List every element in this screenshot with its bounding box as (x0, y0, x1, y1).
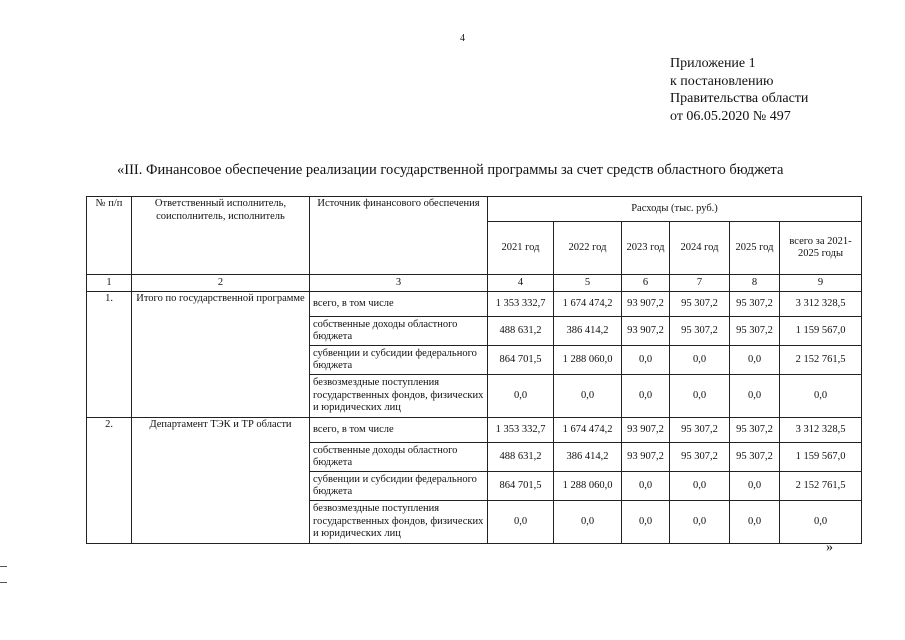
header-year: 2024 год (670, 222, 730, 275)
value-cell: 0,0 (670, 501, 730, 544)
value-cell: 95 307,2 (730, 443, 780, 472)
column-number: 1 (87, 275, 132, 292)
table-row (87, 292, 862, 317)
header-num: № п/п (87, 197, 132, 275)
column-number: 3 (310, 275, 488, 292)
value-cell: 0,0 (670, 375, 730, 418)
value-cell: 1 353 332,7 (488, 418, 554, 443)
page-number: 4 (460, 33, 465, 44)
header-year: 2023 год (622, 222, 670, 275)
value-cell: 0,0 (488, 501, 554, 544)
column-number: 5 (554, 275, 622, 292)
row-number: 1. (87, 292, 132, 418)
value-cell: 1 353 332,7 (488, 292, 554, 317)
value-cell: 2 152 761,5 (780, 472, 862, 501)
value-cell: 93 907,2 (622, 317, 670, 346)
value-cell: 95 307,2 (670, 443, 730, 472)
appendix-line: от 06.05.2020 № 497 (670, 108, 791, 124)
row-source: всего, в том числе (310, 418, 488, 443)
header-year: 2022 год (554, 222, 622, 275)
value-cell: 1 159 567,0 (780, 443, 862, 472)
value-cell: 488 631,2 (488, 443, 554, 472)
margin-mark (0, 582, 7, 583)
value-cell: 864 701,5 (488, 346, 554, 375)
column-number: 2 (132, 275, 310, 292)
value-cell: 3 312 328,5 (780, 418, 862, 443)
header-total-years: всего за 2021-2025 годы (780, 222, 862, 275)
value-cell: 95 307,2 (730, 292, 780, 317)
value-cell: 1 288 060,0 (554, 472, 622, 501)
value-cell: 0,0 (554, 501, 622, 544)
value-cell: 0,0 (780, 375, 862, 418)
column-number: 6 (622, 275, 670, 292)
row-source: безвозмездные поступления государственных фондов, физических и юридических лиц (310, 375, 488, 418)
value-cell: 0,0 (730, 346, 780, 375)
value-cell: 95 307,2 (670, 317, 730, 346)
value-cell: 386 414,2 (554, 443, 622, 472)
value-cell: 1 674 474,2 (554, 292, 622, 317)
value-cell: 0,0 (622, 346, 670, 375)
appendix-line: Приложение 1 (670, 56, 756, 71)
value-cell: 0,0 (730, 472, 780, 501)
value-cell: 386 414,2 (554, 317, 622, 346)
value-cell: 95 307,2 (730, 418, 780, 443)
header-year: 2025 год (730, 222, 780, 275)
value-cell: 95 307,2 (670, 418, 730, 443)
value-cell: 0,0 (488, 375, 554, 418)
value-cell: 0,0 (622, 501, 670, 544)
value-cell: 0,0 (670, 472, 730, 501)
row-number: 2. (87, 418, 132, 544)
column-number: 4 (488, 275, 554, 292)
section-title: «III. Финансовое обеспечение реализации государственной программы за счет средств областного бюджета (117, 162, 784, 178)
appendix-line: к постановлению (670, 73, 774, 89)
value-cell: 2 152 761,5 (780, 346, 862, 375)
column-number: 9 (780, 275, 862, 292)
value-cell: 0,0 (554, 375, 622, 418)
column-number-row (87, 275, 862, 292)
value-cell: 0,0 (780, 501, 862, 544)
row-executor: Департамент ТЭК и ТР области (132, 418, 310, 544)
value-cell: 1 288 060,0 (554, 346, 622, 375)
value-cell: 0,0 (730, 501, 780, 544)
value-cell: 95 307,2 (670, 292, 730, 317)
value-cell: 0,0 (670, 346, 730, 375)
appendix-header (670, 55, 808, 125)
value-cell: 1 674 474,2 (554, 418, 622, 443)
row-source: собственные доходы областного бюджета (310, 317, 488, 346)
value-cell: 0,0 (730, 375, 780, 418)
row-source: субвенции и субсидии федерального бюджета (310, 346, 488, 375)
appendix-line: Правительства области (670, 91, 809, 106)
value-cell: 1 159 567,0 (780, 317, 862, 346)
closing-quote: » (826, 540, 833, 555)
row-executor: Итого по государственной программе (132, 292, 310, 418)
header-executor: Ответственный исполнитель, соисполнитель, исполнитель (132, 197, 310, 275)
row-source: безвозмездные поступления государственных фондов, физических и юридических лиц (310, 501, 488, 544)
value-cell: 93 907,2 (622, 443, 670, 472)
value-cell: 93 907,2 (622, 418, 670, 443)
column-number: 8 (730, 275, 780, 292)
value-cell: 864 701,5 (488, 472, 554, 501)
header-year: 2021 год (488, 222, 554, 275)
value-cell: 95 307,2 (730, 317, 780, 346)
header-expenses: Расходы (тыс. руб.) (488, 197, 862, 222)
row-source: всего, в том числе (310, 292, 488, 317)
value-cell: 93 907,2 (622, 292, 670, 317)
value-cell: 3 312 328,5 (780, 292, 862, 317)
value-cell: 0,0 (622, 472, 670, 501)
value-cell: 0,0 (622, 375, 670, 418)
table-row (87, 418, 862, 443)
financing-table (86, 196, 862, 544)
column-number: 7 (670, 275, 730, 292)
margin-mark (0, 566, 7, 567)
header-source: Источник финансового обеспечения (310, 197, 488, 275)
value-cell: 488 631,2 (488, 317, 554, 346)
row-source: субвенции и субсидии федерального бюджета (310, 472, 488, 501)
row-source: собственные доходы областного бюджета (310, 443, 488, 472)
